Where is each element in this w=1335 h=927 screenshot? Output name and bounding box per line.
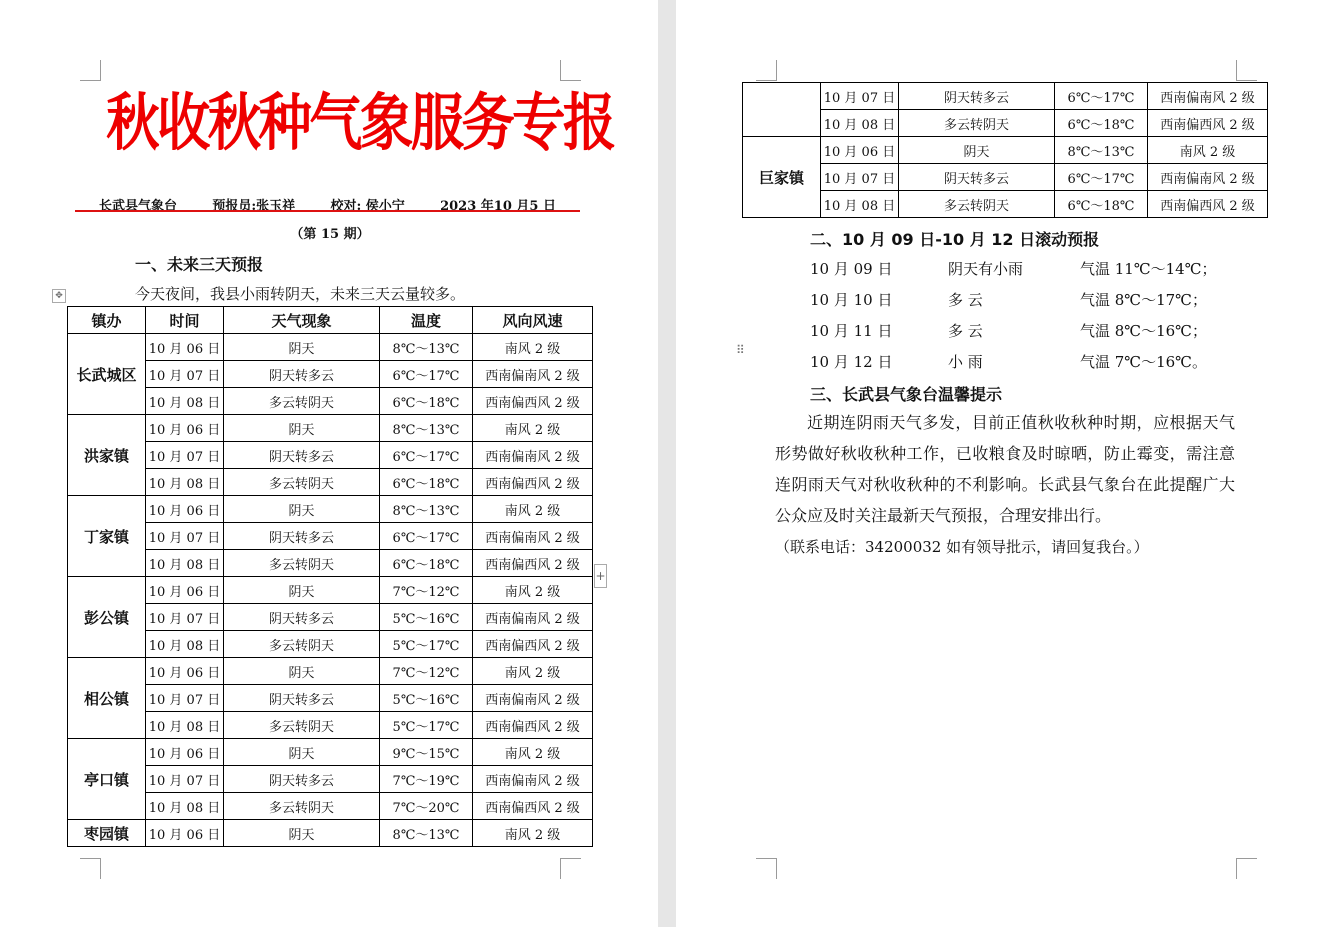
wind-cell: 南风 2 级 (473, 739, 593, 766)
date-cell: 10 月 08 日 (821, 110, 899, 137)
weather-cell: 阴天 (899, 137, 1055, 164)
wind-cell: 南风 2 级 (473, 820, 593, 847)
weather-cell: 阴天 (224, 739, 380, 766)
date-cell: 10 月 06 日 (146, 334, 224, 361)
forecast-table-continued (742, 82, 1268, 218)
temperature-cell: 6℃～18℃ (380, 469, 473, 496)
temperature-cell: 5℃～16℃ (380, 685, 473, 712)
wind-cell: 西南偏西风 2 级 (473, 712, 593, 739)
temperature-cell: 8℃～13℃ (380, 820, 473, 847)
date-cell: 10 月 07 日 (146, 766, 224, 793)
temperature-cell: 6℃～17℃ (380, 523, 473, 550)
weather-cell: 阴天 (224, 415, 380, 442)
table-row (68, 820, 593, 847)
contact-line: （联系电话：34200032 如有领导批示，请回复我台。） (775, 538, 1149, 556)
table-row (743, 137, 1268, 164)
date-cell: 10 月 06 日 (821, 137, 899, 164)
table-row (68, 577, 593, 604)
weather-cell: 阴天 (224, 496, 380, 523)
weather-cell: 多云转阴天 (224, 469, 380, 496)
date-cell: 10 月 07 日 (146, 361, 224, 388)
temperature-cell: 6℃～18℃ (380, 550, 473, 577)
table-row (68, 712, 593, 739)
rolling-temp: 气温 7℃～16℃。 (1080, 353, 1207, 371)
rolling-weather: 小 雨 (948, 353, 983, 371)
section-1-heading: 一、未来三天预报 (135, 255, 264, 274)
temperature-cell: 6℃～18℃ (380, 388, 473, 415)
date-cell: 10 月 06 日 (146, 820, 224, 847)
table-row (68, 334, 593, 361)
margin-mark-top-right (1236, 60, 1257, 81)
wind-cell: 西南偏西风 2 级 (1148, 191, 1268, 218)
column-header: 天气现象 (224, 307, 380, 334)
date-cell: 10 月 06 日 (146, 658, 224, 685)
margin-mark-top-right (560, 60, 581, 81)
town-name-cell: 彭公镇 (68, 577, 146, 658)
table-row (68, 469, 593, 496)
weather-cell: 多云转阴天 (224, 793, 380, 820)
town-name-cell: 丁家镇 (68, 496, 146, 577)
table-row (68, 496, 593, 523)
table-row (68, 685, 593, 712)
station-name: 长武县气象台 (99, 199, 178, 214)
margin-mark-bottom-right (1236, 858, 1257, 879)
date-cell: 10 月 07 日 (146, 685, 224, 712)
date-cell: 10 月 06 日 (146, 739, 224, 766)
town-name-cell: 亭口镇 (68, 739, 146, 820)
section-3-heading: 三、长武县气象台温馨提示 (810, 385, 1003, 404)
table-row (68, 388, 593, 415)
weather-cell: 阴天 (224, 577, 380, 604)
weather-cell: 多云转阴天 (224, 712, 380, 739)
date-cell: 10 月 08 日 (146, 793, 224, 820)
table-row (68, 442, 593, 469)
table-row (743, 164, 1268, 191)
weather-cell: 阴天转多云 (224, 766, 380, 793)
checker: 校对: 侯小宁 (330, 199, 405, 214)
date-cell: 10 月 07 日 (146, 604, 224, 631)
table-row (68, 604, 593, 631)
table-row (68, 739, 593, 766)
wind-cell: 南风 2 级 (473, 415, 593, 442)
table-row (68, 793, 593, 820)
wind-cell: 南风 2 级 (1148, 137, 1268, 164)
weather-cell: 多云转阴天 (899, 191, 1055, 218)
margin-mark-bottom-left (756, 858, 777, 879)
table-row (743, 110, 1268, 137)
table-row (68, 766, 593, 793)
date-cell: 10 月 08 日 (146, 469, 224, 496)
date-cell: 10 月 08 日 (146, 712, 224, 739)
add-column-icon[interactable]: + (594, 564, 607, 588)
weather-cell: 阴天转多云 (899, 83, 1055, 110)
temperature-cell: 7℃～12℃ (380, 577, 473, 604)
temperature-cell: 8℃～13℃ (380, 415, 473, 442)
forecaster: 预报员:张玉祥 (212, 199, 296, 214)
document-page-1 (0, 0, 658, 927)
wind-cell: 西南偏南风 2 级 (1148, 83, 1268, 110)
forecast-table (67, 306, 593, 847)
wind-cell: 西南偏西风 2 级 (473, 550, 593, 577)
weather-cell: 阴天转多云 (224, 604, 380, 631)
town-name-cell: 枣园镇 (68, 820, 146, 847)
warm-tip-body: 近期连阴雨天气多发，目前正值秋收秋种时期，应根据天气形势做好秋收秋种工作，已收粮食及时晾晒，防止霉变，需注意连阴雨天气对秋收秋种的不利影响。长武县气象台在此提醒广大公众应及时关注最新天气预报，合理安排出行。 (775, 413, 1235, 525)
temperature-cell: 8℃～13℃ (1055, 137, 1148, 164)
temperature-cell: 6℃～17℃ (380, 361, 473, 388)
date-cell: 10 月 08 日 (146, 388, 224, 415)
wind-cell: 西南偏南风 2 级 (473, 361, 593, 388)
temperature-cell: 7℃～19℃ (380, 766, 473, 793)
temperature-cell: 6℃～17℃ (380, 442, 473, 469)
weather-cell: 多云转阴天 (224, 631, 380, 658)
temperature-cell: 5℃～17℃ (380, 631, 473, 658)
wind-cell: 西南偏西风 2 级 (473, 793, 593, 820)
table-row (743, 83, 1268, 110)
margin-mark-top-left (756, 60, 777, 81)
rolling-temp: 气温 11℃～14℃； (1080, 260, 1217, 278)
date-cell: 10 月 07 日 (821, 164, 899, 191)
temperature-cell: 9℃～15℃ (380, 739, 473, 766)
rolling-weather: 多 云 (948, 291, 983, 309)
temperature-cell: 7℃～12℃ (380, 658, 473, 685)
rolling-date: 10 月 10 日 (810, 291, 893, 309)
temperature-cell: 6℃～18℃ (1055, 191, 1148, 218)
temperature-cell: 6℃～17℃ (1055, 164, 1148, 191)
weather-cell: 阴天转多云 (224, 685, 380, 712)
wind-cell: 南风 2 级 (473, 334, 593, 361)
report-date: 2023 年10 月5 日 (440, 199, 556, 214)
table-row (743, 191, 1268, 218)
date-cell: 10 月 06 日 (146, 496, 224, 523)
report-title: 秋收秋种气象服务专报 (106, 86, 614, 159)
temperature-cell: 7℃～20℃ (380, 793, 473, 820)
temperature-cell: 6℃～18℃ (1055, 110, 1148, 137)
weather-cell: 阴天转多云 (224, 523, 380, 550)
wind-cell: 西南偏南风 2 级 (473, 442, 593, 469)
table-row (68, 631, 593, 658)
weather-cell: 多云转阴天 (899, 110, 1055, 137)
date-cell: 10 月 06 日 (146, 577, 224, 604)
weather-cell: 阴天转多云 (224, 442, 380, 469)
town-name-cell: 洪家镇 (68, 415, 146, 496)
weather-cell: 阴天转多云 (224, 361, 380, 388)
temperature-cell: 6℃～17℃ (1055, 83, 1148, 110)
table-row (68, 415, 593, 442)
rolling-date: 10 月 11 日 (810, 322, 893, 340)
table-header-row (68, 307, 593, 334)
rolling-temp: 气温 8℃～16℃； (1080, 322, 1207, 340)
margin-mark-bottom-right (560, 858, 581, 879)
rolling-date: 10 月 09 日 (810, 260, 893, 278)
weather-cell: 阴天 (224, 820, 380, 847)
margin-mark-top-left (80, 60, 101, 81)
wind-cell: 南风 2 级 (473, 577, 593, 604)
wind-cell: 南风 2 级 (473, 658, 593, 685)
weather-cell: 多云转阴天 (224, 550, 380, 577)
temperature-cell: 8℃～13℃ (380, 334, 473, 361)
weather-cell: 多云转阴天 (224, 388, 380, 415)
weather-cell: 阴天 (224, 334, 380, 361)
wind-cell: 西南偏西风 2 级 (473, 388, 593, 415)
temperature-cell: 5℃～17℃ (380, 712, 473, 739)
column-header: 风向风速 (473, 307, 593, 334)
date-cell: 10 月 07 日 (821, 83, 899, 110)
rolling-weather: 阴天有小雨 (948, 260, 1024, 278)
wind-cell: 西南偏南风 2 级 (473, 523, 593, 550)
rolling-date: 10 月 12 日 (810, 353, 893, 371)
wind-cell: 西南偏南风 2 级 (473, 766, 593, 793)
wind-cell: 西南偏西风 2 级 (473, 631, 593, 658)
section-1-intro: 今天夜间，我县小雨转阴天，未来三天云量较多。 (135, 285, 466, 303)
rolling-temp: 气温 8℃～17℃； (1080, 291, 1207, 309)
wind-cell: 西南偏西风 2 级 (1148, 110, 1268, 137)
wind-cell: 南风 2 级 (473, 496, 593, 523)
temperature-cell: 5℃～16℃ (380, 604, 473, 631)
margin-mark-bottom-left (80, 858, 101, 879)
issue-number: （第 15 期） (290, 227, 370, 242)
date-cell: 10 月 08 日 (146, 550, 224, 577)
column-header: 镇办 (68, 307, 146, 334)
town-name-cell (743, 83, 821, 137)
wind-cell: 西南偏西风 2 级 (473, 469, 593, 496)
table-row (68, 523, 593, 550)
table-row (68, 361, 593, 388)
drag-handle-icon[interactable]: ⠿ (736, 343, 743, 357)
date-cell: 10 月 08 日 (821, 191, 899, 218)
wind-cell: 西南偏南风 2 级 (473, 685, 593, 712)
column-header: 时间 (146, 307, 224, 334)
table-row (68, 550, 593, 577)
town-name-cell: 相公镇 (68, 658, 146, 739)
wind-cell: 西南偏南风 2 级 (473, 604, 593, 631)
town-name-cell: 巨家镇 (743, 137, 821, 218)
date-cell: 10 月 08 日 (146, 631, 224, 658)
temperature-cell: 8℃～13℃ (380, 496, 473, 523)
wind-cell: 西南偏南风 2 级 (1148, 164, 1268, 191)
column-header: 温度 (380, 307, 473, 334)
date-cell: 10 月 07 日 (146, 442, 224, 469)
table-row (68, 658, 593, 685)
header-divider (75, 210, 580, 212)
date-cell: 10 月 07 日 (146, 523, 224, 550)
weather-cell: 阴天转多云 (899, 164, 1055, 191)
rolling-weather: 多 云 (948, 322, 983, 340)
weather-cell: 阴天 (224, 658, 380, 685)
section-2-heading: 二、10 月 09 日-10 月 12 日滚动预报 (810, 230, 1100, 249)
town-name-cell: 长武城区 (68, 334, 146, 415)
date-cell: 10 月 06 日 (146, 415, 224, 442)
move-handle-icon[interactable]: ✥ (52, 289, 66, 303)
